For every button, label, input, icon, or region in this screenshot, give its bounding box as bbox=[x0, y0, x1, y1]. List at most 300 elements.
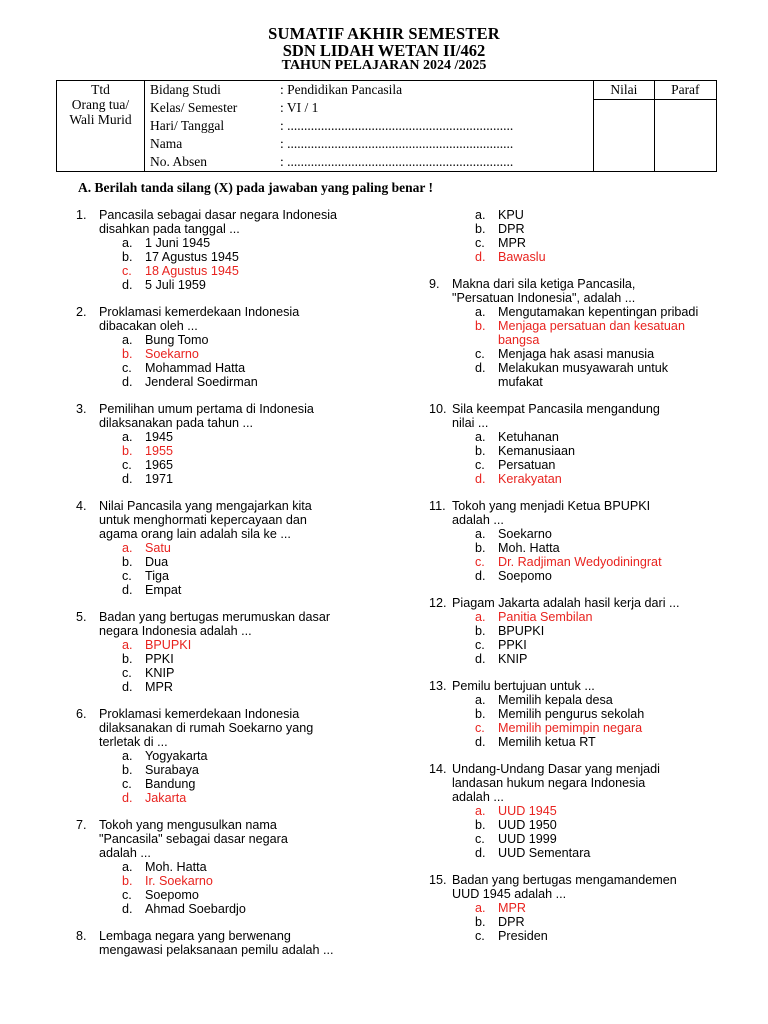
option-text: Ketuhanan bbox=[498, 430, 559, 444]
option-letter: a. bbox=[475, 208, 486, 222]
answer-option bbox=[429, 735, 729, 749]
answer-option bbox=[76, 652, 376, 666]
option-text: 1965 bbox=[145, 458, 174, 472]
answer-option bbox=[429, 305, 729, 319]
option-text: Mohammad Hatta bbox=[145, 361, 246, 375]
answer-option bbox=[76, 555, 376, 569]
question-text: UUD 1945 adalah ... bbox=[452, 887, 567, 901]
option-letter: d. bbox=[475, 652, 486, 666]
option-text: BPUPKI bbox=[145, 638, 192, 652]
option-text: Soepomo bbox=[145, 888, 199, 902]
option-text: Kerakyatan bbox=[498, 472, 562, 486]
question-line bbox=[76, 624, 376, 638]
option-text: Moh. Hatta bbox=[498, 541, 560, 555]
question-line bbox=[76, 707, 376, 721]
option-text: Memilih ketua RT bbox=[498, 735, 596, 749]
question-line bbox=[76, 929, 376, 943]
question-text: Tokoh yang mengusulkan nama bbox=[99, 818, 277, 832]
option-letter: c. bbox=[475, 832, 485, 846]
option-text: Jenderal Soedirman bbox=[145, 375, 258, 389]
option-letter: d. bbox=[122, 375, 133, 389]
option-text: DPR bbox=[498, 222, 525, 236]
question-number bbox=[76, 513, 99, 527]
answer-option bbox=[429, 707, 729, 721]
answer-option bbox=[76, 430, 376, 444]
option-letter: c. bbox=[122, 264, 132, 278]
option-letter: c. bbox=[475, 555, 485, 569]
question-text: adalah ... bbox=[452, 790, 504, 804]
initial-cell bbox=[654, 81, 716, 172]
option-letter: d. bbox=[122, 278, 133, 292]
question-number: 6. bbox=[76, 707, 87, 721]
question-line bbox=[429, 402, 729, 416]
question-text: agama orang lain adalah sila ke ... bbox=[99, 527, 291, 541]
questions-left-column bbox=[76, 208, 376, 970]
question-line bbox=[76, 846, 376, 860]
question-text: terletak di ... bbox=[99, 735, 168, 749]
question-text: "Persatuan Indonesia", adalah ... bbox=[452, 291, 636, 305]
option-text: Dr. Radjiman Wedyodiningrat bbox=[498, 555, 662, 569]
info-row-absen bbox=[145, 153, 593, 171]
question-number bbox=[76, 416, 99, 430]
question-text: disahkan pada tanggal ... bbox=[99, 222, 240, 236]
score-cell bbox=[594, 81, 654, 172]
option-text: PPKI bbox=[498, 638, 527, 652]
question-number bbox=[76, 735, 99, 749]
question-number: 7. bbox=[76, 818, 87, 832]
info-value: : Pendidikan Pancasila bbox=[279, 82, 403, 97]
option-text: 1945 bbox=[145, 430, 174, 444]
question-line bbox=[76, 832, 376, 846]
question-line bbox=[76, 943, 376, 957]
option-letter: d. bbox=[475, 735, 486, 749]
option-letter: a. bbox=[122, 333, 133, 347]
option-letter: c. bbox=[475, 721, 485, 735]
option-letter: a. bbox=[475, 610, 486, 624]
question-text: dibacakan oleh ... bbox=[99, 319, 198, 333]
question-text: Badan yang bertugas merumuskan dasar bbox=[99, 610, 331, 624]
option-letter: b. bbox=[122, 444, 133, 458]
option-letter: b. bbox=[122, 555, 133, 569]
ttd-label-guardian: Wali Murid bbox=[69, 112, 132, 127]
option-letter: a. bbox=[475, 430, 486, 444]
identity-table bbox=[56, 80, 717, 172]
correct-option bbox=[76, 791, 376, 805]
answer-option bbox=[429, 444, 729, 458]
question-line bbox=[76, 818, 376, 832]
answer-option bbox=[429, 541, 729, 555]
option-text: Dua bbox=[145, 555, 169, 569]
option-text: MPR bbox=[145, 680, 173, 694]
option-letter: c. bbox=[122, 666, 132, 680]
correct-option bbox=[429, 610, 729, 624]
question-line bbox=[429, 679, 729, 693]
option-letter: b. bbox=[475, 319, 486, 333]
option-text: Presiden bbox=[498, 929, 548, 943]
question-text: Proklamasi kemerdekaan Indonesia bbox=[99, 707, 300, 721]
option-letter: a. bbox=[122, 749, 133, 763]
answer-option bbox=[76, 250, 376, 264]
question-line bbox=[76, 416, 376, 430]
question-number bbox=[76, 846, 99, 860]
ttd-label-parent: Orang tua/ bbox=[71, 97, 130, 112]
correct-option bbox=[429, 804, 729, 818]
answer-option bbox=[429, 929, 729, 943]
question-item bbox=[76, 610, 376, 694]
answer-option bbox=[76, 278, 376, 292]
question-item bbox=[429, 679, 729, 749]
student-info-cell bbox=[144, 81, 593, 172]
question-number bbox=[429, 790, 452, 804]
question-number bbox=[76, 943, 99, 957]
info-value: : ................................................................... bbox=[279, 136, 514, 151]
question-number: 12. bbox=[429, 596, 447, 610]
answer-option bbox=[76, 860, 376, 874]
option-text: Ir. Soekarno bbox=[145, 874, 213, 888]
option-letter: d. bbox=[475, 846, 486, 860]
question-number bbox=[76, 527, 99, 541]
answer-option bbox=[429, 846, 729, 860]
question-number: 4. bbox=[76, 499, 87, 513]
answer-option bbox=[76, 902, 376, 916]
question-number: 13. bbox=[429, 679, 447, 693]
question-line bbox=[429, 291, 729, 305]
question-text: Nilai Pancasila yang mengajarkan kita bbox=[99, 499, 312, 513]
question-number: 9. bbox=[429, 277, 440, 291]
question-number bbox=[76, 222, 99, 236]
question-number: 11. bbox=[429, 499, 446, 513]
question-line bbox=[76, 499, 376, 513]
question-item bbox=[76, 305, 376, 389]
correct-option bbox=[76, 541, 376, 555]
option-letter: d. bbox=[122, 472, 133, 486]
question-text: Sila keempat Pancasila mengandung bbox=[452, 402, 660, 416]
question-line bbox=[76, 527, 376, 541]
option-letter: b. bbox=[122, 763, 133, 777]
question-item bbox=[429, 402, 729, 486]
question-text: landasan hukum negara Indonesia bbox=[452, 776, 646, 790]
answer-option bbox=[429, 624, 729, 638]
option-text: Menjaga hak asasi manusia bbox=[498, 347, 655, 361]
option-text: Memilih pemimpin negara bbox=[498, 721, 643, 735]
option-letter: a. bbox=[122, 860, 133, 874]
option-letter: c. bbox=[475, 347, 485, 361]
question-text: Makna dari sila ketiga Pancasila, bbox=[452, 277, 636, 291]
question-text: dilaksanakan di rumah Soekarno yang bbox=[99, 721, 314, 735]
option-letter: d. bbox=[122, 902, 133, 916]
option-text: PPKI bbox=[145, 652, 174, 666]
question-line bbox=[429, 513, 729, 527]
question-number: 8. bbox=[76, 929, 87, 943]
question-line bbox=[429, 790, 729, 804]
question-number: 5. bbox=[76, 610, 87, 624]
option-text: Empat bbox=[145, 583, 182, 597]
option-text: 17 Agustus 1945 bbox=[145, 250, 239, 264]
question-number: 14. bbox=[429, 762, 447, 776]
option-text: Bung Tomo bbox=[145, 333, 209, 347]
question-line bbox=[76, 735, 376, 749]
option-text: KNIP bbox=[145, 666, 175, 680]
option-text: KPU bbox=[498, 208, 524, 222]
exam-title: SUMATIF AKHIR SEMESTER bbox=[268, 24, 500, 43]
answer-option bbox=[429, 222, 729, 236]
info-label: Kelas/ Semester bbox=[149, 100, 238, 115]
option-letter: a. bbox=[475, 693, 486, 707]
option-letter: a. bbox=[475, 305, 486, 319]
correct-option bbox=[76, 264, 376, 278]
answer-option bbox=[76, 472, 376, 486]
question-line bbox=[429, 499, 729, 513]
question-item bbox=[76, 499, 376, 597]
correct-option bbox=[76, 638, 376, 652]
option-letter: c. bbox=[475, 236, 485, 250]
question-line bbox=[76, 305, 376, 319]
answer-option bbox=[429, 430, 729, 444]
answer-option bbox=[76, 236, 376, 250]
option-letter: d. bbox=[122, 791, 133, 805]
question-number bbox=[429, 513, 452, 527]
option-text: Soepomo bbox=[498, 569, 552, 583]
school-name: SDN LIDAH WETAN II/462 bbox=[282, 41, 486, 60]
question-line bbox=[429, 416, 729, 430]
question-text: Lembaga negara yang berwenang bbox=[99, 929, 291, 943]
answer-option bbox=[429, 236, 729, 250]
correct-option bbox=[429, 472, 729, 486]
option-text: Memilih kepala desa bbox=[498, 693, 613, 707]
option-text: UUD 1950 bbox=[498, 818, 557, 832]
option-letter: d. bbox=[475, 472, 486, 486]
question-text: untuk menghormati kepercayaan dan bbox=[99, 513, 307, 527]
questions-right-column bbox=[429, 208, 729, 956]
question-line bbox=[429, 762, 729, 776]
question-number: 10. bbox=[429, 402, 447, 416]
question-line bbox=[429, 277, 729, 291]
option-text: 18 Agustus 1945 bbox=[145, 264, 239, 278]
question-text: "Pancasila" sebagai dasar negara bbox=[99, 832, 288, 846]
question-text: Pancasila sebagai dasar negara Indonesia bbox=[99, 208, 338, 222]
option-letter: b. bbox=[122, 874, 133, 888]
option-text: BPUPKI bbox=[498, 624, 545, 638]
option-letter: a. bbox=[122, 541, 133, 555]
option-text: 1971 bbox=[145, 472, 174, 486]
correct-option bbox=[429, 250, 729, 264]
score-header: Nilai bbox=[594, 81, 653, 100]
answer-option bbox=[76, 333, 376, 347]
question-line bbox=[76, 319, 376, 333]
question-item bbox=[429, 277, 729, 389]
correct-option bbox=[429, 555, 729, 569]
info-label: Bidang Studi bbox=[149, 82, 221, 97]
info-row-subject bbox=[145, 81, 593, 99]
question-item bbox=[429, 873, 729, 943]
option-letter: c. bbox=[122, 458, 132, 472]
option-letter: c. bbox=[122, 569, 132, 583]
answer-option bbox=[76, 763, 376, 777]
option-text: Jakarta bbox=[145, 791, 187, 805]
option-letter: d. bbox=[475, 569, 486, 583]
option-letter: c. bbox=[475, 638, 485, 652]
option-letter: b. bbox=[475, 915, 486, 929]
academic-year: TAHUN PELAJARAN 2024 /2025 bbox=[281, 58, 487, 73]
option-text: 5 Juli 1959 bbox=[145, 278, 206, 292]
option-letter: b. bbox=[122, 347, 133, 361]
answer-option bbox=[76, 569, 376, 583]
answer-option bbox=[429, 818, 729, 832]
option-text: Menjaga persatuan dan kesatuan bangsa bbox=[498, 319, 685, 347]
option-letter: b. bbox=[475, 222, 486, 236]
option-text: 1955 bbox=[145, 444, 174, 458]
correct-option bbox=[429, 901, 729, 915]
question-item bbox=[429, 762, 729, 860]
answer-option bbox=[429, 832, 729, 846]
question-item bbox=[429, 208, 729, 264]
option-letter: d. bbox=[122, 680, 133, 694]
info-row-name bbox=[145, 135, 593, 153]
answer-option bbox=[76, 680, 376, 694]
answer-option bbox=[76, 777, 376, 791]
option-text: Satu bbox=[145, 541, 171, 555]
question-text: negara Indonesia adalah ... bbox=[99, 624, 252, 638]
option-text: Surabaya bbox=[145, 763, 199, 777]
question-number bbox=[429, 416, 452, 430]
correct-option bbox=[76, 444, 376, 458]
answer-option bbox=[429, 915, 729, 929]
answer-option bbox=[429, 527, 729, 541]
option-letter: b. bbox=[475, 624, 486, 638]
question-number bbox=[429, 887, 452, 901]
question-number: 1. bbox=[76, 208, 87, 222]
option-text: UUD 1945 bbox=[498, 804, 557, 818]
question-number bbox=[76, 319, 99, 333]
question-number bbox=[76, 624, 99, 638]
question-line bbox=[76, 402, 376, 416]
option-letter: a. bbox=[122, 638, 133, 652]
option-text: Persatuan bbox=[498, 458, 556, 472]
option-text: KNIP bbox=[498, 652, 528, 666]
option-text: Ahmad Soebardjo bbox=[145, 902, 246, 916]
option-text: Bawaslu bbox=[498, 250, 546, 264]
option-text: 1 Juni 1945 bbox=[145, 236, 211, 250]
question-item bbox=[76, 818, 376, 916]
option-letter: a. bbox=[475, 901, 486, 915]
question-item bbox=[429, 596, 729, 666]
question-item bbox=[76, 402, 376, 486]
answer-option bbox=[429, 652, 729, 666]
answer-option bbox=[429, 638, 729, 652]
question-text: Pemilihan umum pertama di Indonesia bbox=[99, 402, 314, 416]
answer-option bbox=[76, 888, 376, 902]
option-text: MPR bbox=[498, 236, 526, 250]
question-text: nilai ... bbox=[452, 416, 489, 430]
option-text: Moh. Hatta bbox=[145, 860, 207, 874]
question-number bbox=[76, 721, 99, 735]
question-line bbox=[429, 596, 729, 610]
question-line bbox=[429, 873, 729, 887]
info-value: : ................................................................... bbox=[279, 118, 514, 133]
option-text: Soekarno bbox=[145, 347, 199, 361]
option-text: Mengutamakan kepentingan pribadi bbox=[498, 305, 699, 319]
option-text: Memilih pengurus sekolah bbox=[498, 707, 645, 721]
option-text: Kemanusiaan bbox=[498, 444, 576, 458]
answer-option bbox=[76, 361, 376, 375]
option-letter: a. bbox=[122, 236, 133, 250]
question-text: dilaksanakan pada tahun ... bbox=[99, 416, 254, 430]
option-text: Yogyakarta bbox=[145, 749, 208, 763]
option-text: Tiga bbox=[145, 569, 170, 583]
question-item bbox=[76, 929, 376, 957]
option-letter: a. bbox=[475, 804, 486, 818]
question-number bbox=[429, 776, 452, 790]
option-text: Panitia Sembilan bbox=[498, 610, 593, 624]
question-text: Badan yang bertugas mengamandemen bbox=[452, 873, 677, 887]
answer-option bbox=[76, 666, 376, 680]
option-letter: c. bbox=[475, 929, 485, 943]
question-item bbox=[76, 707, 376, 805]
answer-option bbox=[429, 569, 729, 583]
option-letter: b. bbox=[475, 444, 486, 458]
info-value: : VI / 1 bbox=[279, 100, 319, 115]
question-text: mengawasi pelaksanaan pemilu adalah ... bbox=[99, 943, 334, 957]
ttd-label: Ttd bbox=[91, 82, 110, 97]
question-number bbox=[429, 291, 452, 305]
question-line bbox=[76, 208, 376, 222]
option-letter: b. bbox=[475, 541, 486, 555]
option-text: MPR bbox=[498, 901, 526, 915]
option-text: Melakukan musyawarah untuk mufakat bbox=[498, 361, 669, 389]
question-number: 2. bbox=[76, 305, 87, 319]
answer-option bbox=[429, 693, 729, 707]
option-letter: b. bbox=[122, 652, 133, 666]
question-line bbox=[429, 887, 729, 901]
question-text: Tokoh yang menjadi Ketua BPUPKI bbox=[452, 499, 651, 513]
question-text: Piagam Jakarta adalah hasil kerja dari ... bbox=[452, 596, 680, 610]
parent-signature-cell bbox=[57, 81, 145, 172]
info-label: Nama bbox=[149, 136, 183, 151]
question-line bbox=[76, 610, 376, 624]
answer-option bbox=[76, 375, 376, 389]
question-text: Pemilu bertujuan untuk ... bbox=[452, 679, 595, 693]
info-row-class bbox=[145, 99, 593, 117]
correct-option bbox=[76, 347, 376, 361]
option-letter: a. bbox=[475, 527, 486, 541]
option-letter: c. bbox=[122, 361, 132, 375]
answer-option bbox=[429, 361, 729, 389]
option-letter: d. bbox=[475, 250, 486, 264]
question-number bbox=[76, 832, 99, 846]
answer-option bbox=[76, 749, 376, 763]
option-letter: c. bbox=[475, 458, 485, 472]
option-letter: c. bbox=[122, 888, 132, 902]
option-letter: b. bbox=[475, 707, 486, 721]
option-text: Soekarno bbox=[498, 527, 552, 541]
question-text: Undang-Undang Dasar yang menjadi bbox=[452, 762, 660, 776]
answer-option bbox=[429, 347, 729, 361]
option-letter: c. bbox=[122, 777, 132, 791]
section-a-instruction: A. Berilah tanda silang (X) pada jawaban yang paling benar ! bbox=[78, 180, 433, 195]
question-line bbox=[76, 721, 376, 735]
question-line bbox=[429, 776, 729, 790]
info-row-date bbox=[145, 117, 593, 135]
initial-header: Paraf bbox=[655, 81, 716, 100]
question-item bbox=[76, 208, 376, 292]
question-text: Proklamasi kemerdekaan Indonesia bbox=[99, 305, 300, 319]
answer-option bbox=[429, 208, 729, 222]
answer-option bbox=[429, 458, 729, 472]
question-text: adalah ... bbox=[452, 513, 504, 527]
info-value: : ................................................................... bbox=[279, 154, 514, 169]
correct-option bbox=[429, 721, 729, 735]
question-number: 3. bbox=[76, 402, 87, 416]
